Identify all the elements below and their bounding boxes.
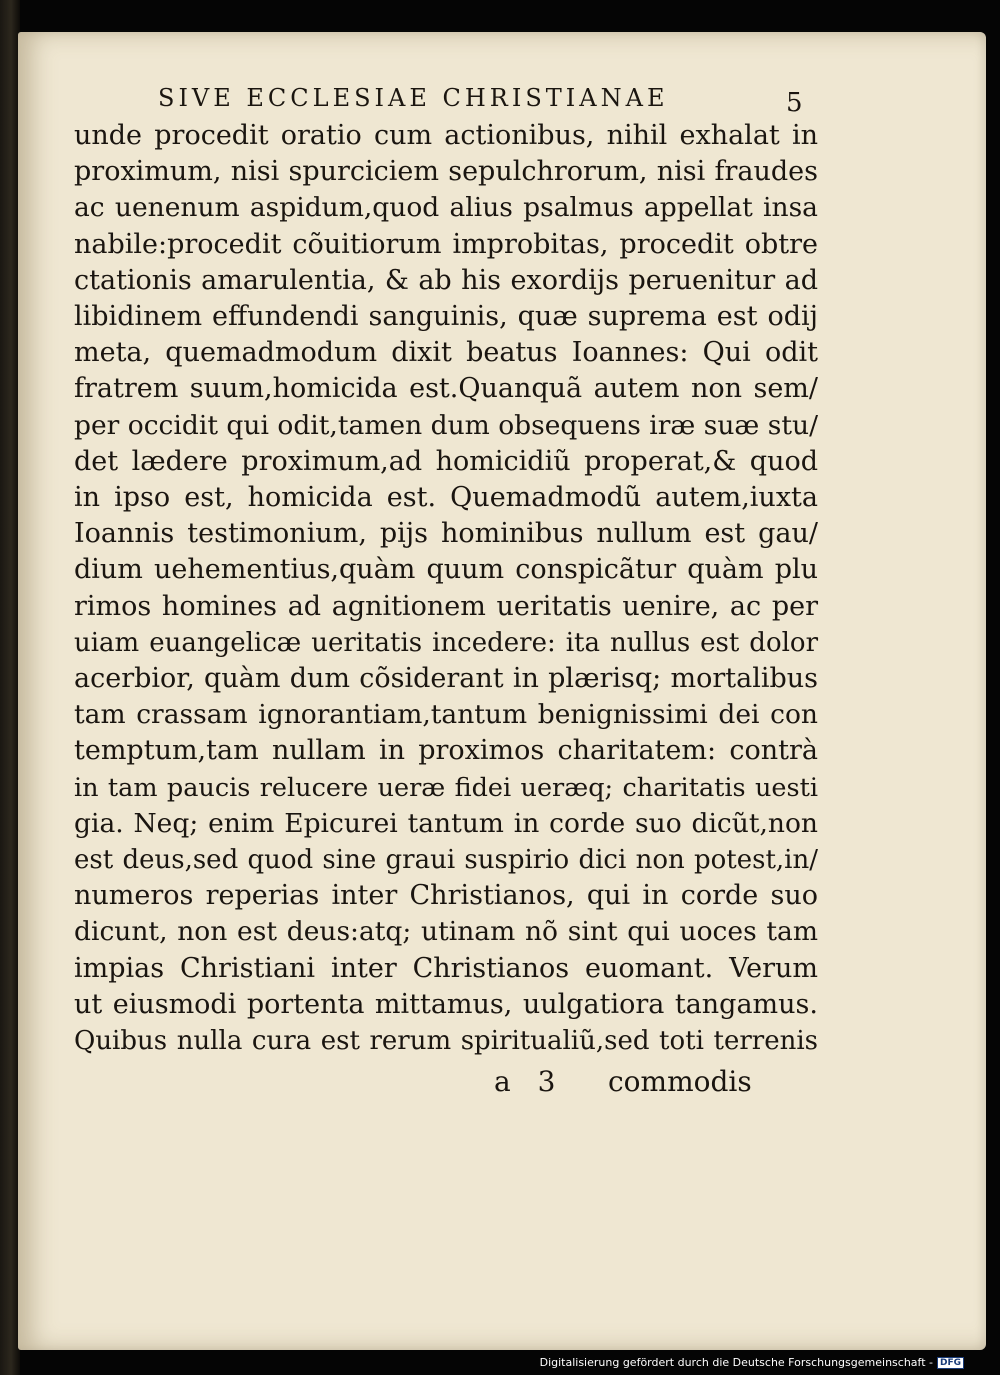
dfg-logo: DFG [937,1357,964,1369]
text-line: fratrem suum,homicida est.Quanquã autem non sem/ [74,373,818,405]
text-line: Quibus nulla cura est rerum spiritualiũ,sed toti terrenis [74,1026,818,1057]
book-binding-edge [0,0,20,1375]
text-line: det lædere proximum,ad homicidiũ properat,& quod [74,445,818,477]
text-line: est deus,sed quod sine graui suspirio dici non potest,in/ [74,845,818,876]
text-line: impias Christiani inter Christianos euomant. Verum [74,952,818,984]
signature-mark: a 3 [494,1065,556,1099]
text-line: libidinem effundendi sanguinis, quæ suprema est odij [74,301,818,333]
text-line: uiam euangelicæ ueritatis incedere: ita nullus est dolor [74,627,818,658]
running-head [74,80,818,118]
text-line: gia. Neq; enim Epicurei tantum in corde suo dicũt,non [74,807,818,839]
text-line: ac uenenum aspidum,quod alius psalmus appellat insa [74,192,818,224]
body-text [74,118,818,1059]
text-line: meta, quemadmodum dixit beatus Ioannes: Qui odit [74,337,818,369]
running-head-title: SIVE ECCLESIAE CHRISTIANAE [158,84,669,112]
text-line: unde procedit oratio cum actionibus, nihil exhalat in [74,120,818,151]
text-line: proximum, nisi spurciciem sepulchrorum, nisi fraudes [74,156,818,188]
text-line: temptum,tam nullam in proximos charitatem: contrà [74,735,818,767]
text-line: in tam paucis relucere ueræ fidei ueræq; charitatis uesti [74,772,818,803]
page-footer [74,1061,818,1101]
text-line: Ioannis testimonium, pijs hominibus nullum est gau/ [74,518,818,550]
text-line: dium uehementius,quàm quum conspicãtur quàm plu [74,554,818,586]
text-line: ut eiusmodi portenta mittamus, uulgatiora tangamus. [74,988,818,1020]
text-line: tam crassam ignorantiam,tantum benignissimi dei con [74,699,818,731]
text-line: in ipso est, homicida est. Quemadmodũ autem,iuxta [74,482,818,514]
text-line: ctationis amarulentia, & ab his exordijs peruenitur ad [74,264,818,296]
page-number: 5 [786,88,807,118]
text-line: nabile:procedit cõuitiorum improbitas, procedit obtre [74,228,818,260]
page-content [74,80,818,1101]
catchword: commodis [608,1065,752,1099]
text-line: acerbior, quàm dum cõsiderant in plærisq; mortalibus [74,663,818,695]
text-line: dicunt, non est deus:atq; utinam nõ sint qui uoces tam [74,916,818,948]
book-page [18,32,986,1350]
text-line: rimos homines ad agnitionem ueritatis uenire, ac per [74,590,818,622]
digitization-credit [540,1356,964,1369]
credit-text: Digitalisierung gefördert durch die Deutsche Forschungsgemeinschaft - [539,1356,933,1369]
text-line: numeros reperias inter Christianos, qui in corde suo [74,880,818,912]
text-line: per occidit qui odit,tamen dum obsequens iræ suæ stu/ [74,409,818,441]
